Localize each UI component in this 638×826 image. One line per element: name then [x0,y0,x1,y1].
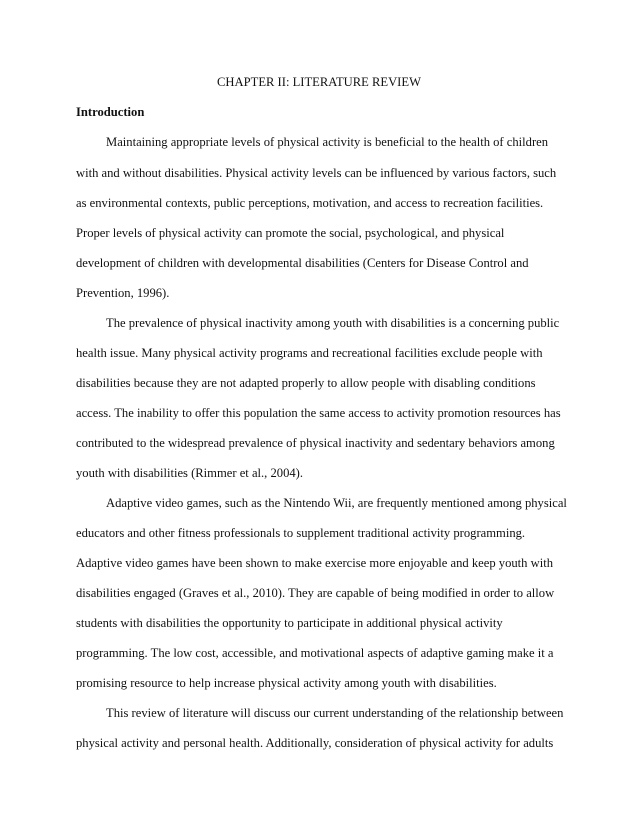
paragraph-4-line-2: physical activity and personal health. Additionally, consideration of physical activity for adults [76,736,554,750]
paragraph-3-line-2: educators and other fitness professionals to supplement traditional activity programming. [76,526,526,540]
chapter-title: CHAPTER II: LITERATURE REVIEW [217,75,421,89]
paragraph-2-line-1: The prevalence of physical inactivity among youth with disabilities is a concerning public [106,316,560,330]
paragraph-3-line-5: students with disabilities the opportunity to participate in additional physical activity [76,616,503,630]
paragraph-1-line-6: Prevention, 1996). [76,286,170,300]
paragraph-3-line-4: disabilities engaged (Graves et al., 2010). They are capable of being modified in order to allow [76,586,555,600]
paragraph-1-line-5: development of children with developmental disabilities (Centers for Disease Control and [76,256,529,270]
paragraph-2-line-4: access. The inability to offer this population the same access to activity promotion resources has [76,406,561,420]
paragraph-2-line-2: health issue. Many physical activity programs and recreational facilities exclude people with [76,346,543,360]
paragraph-3-line-1: Adaptive video games, such as the Nintendo Wii, are frequently mentioned among physical [106,496,567,510]
paragraph-2-line-5: contributed to the widespread prevalence of physical inactivity and sedentary behaviors among [76,436,555,450]
paragraph-2-line-3: disabilities because they are not adapted properly to allow people with disabling conditions [76,376,536,390]
paragraph-1-line-4: Proper levels of physical activity can promote the social, psychological, and physical [76,226,505,240]
paragraph-1-line-3: as environmental contexts, public perceptions, motivation, and access to recreation facilities. [76,196,544,210]
paragraph-4-line-1: This review of literature will discuss our current understanding of the relationship between [106,706,564,720]
paragraph-1-line-2: with and without disabilities. Physical activity levels can be influenced by various factors, such [76,166,557,180]
paragraph-3-line-7: promising resource to help increase physical activity among youth with disabilities. [76,676,497,690]
paragraph-1-line-1: Maintaining appropriate levels of physical activity is beneficial to the health of children [106,135,549,149]
paragraph-3-line-3: Adaptive video games have been shown to make exercise more enjoyable and keep youth with [76,556,554,570]
section-heading: Introduction [76,105,145,119]
paragraph-2-line-6: youth with disabilities (Rimmer et al., 2004). [76,466,304,480]
paragraph-3-line-6: programming. The low cost, accessible, and motivational aspects of adaptive gaming make it a [76,646,554,660]
